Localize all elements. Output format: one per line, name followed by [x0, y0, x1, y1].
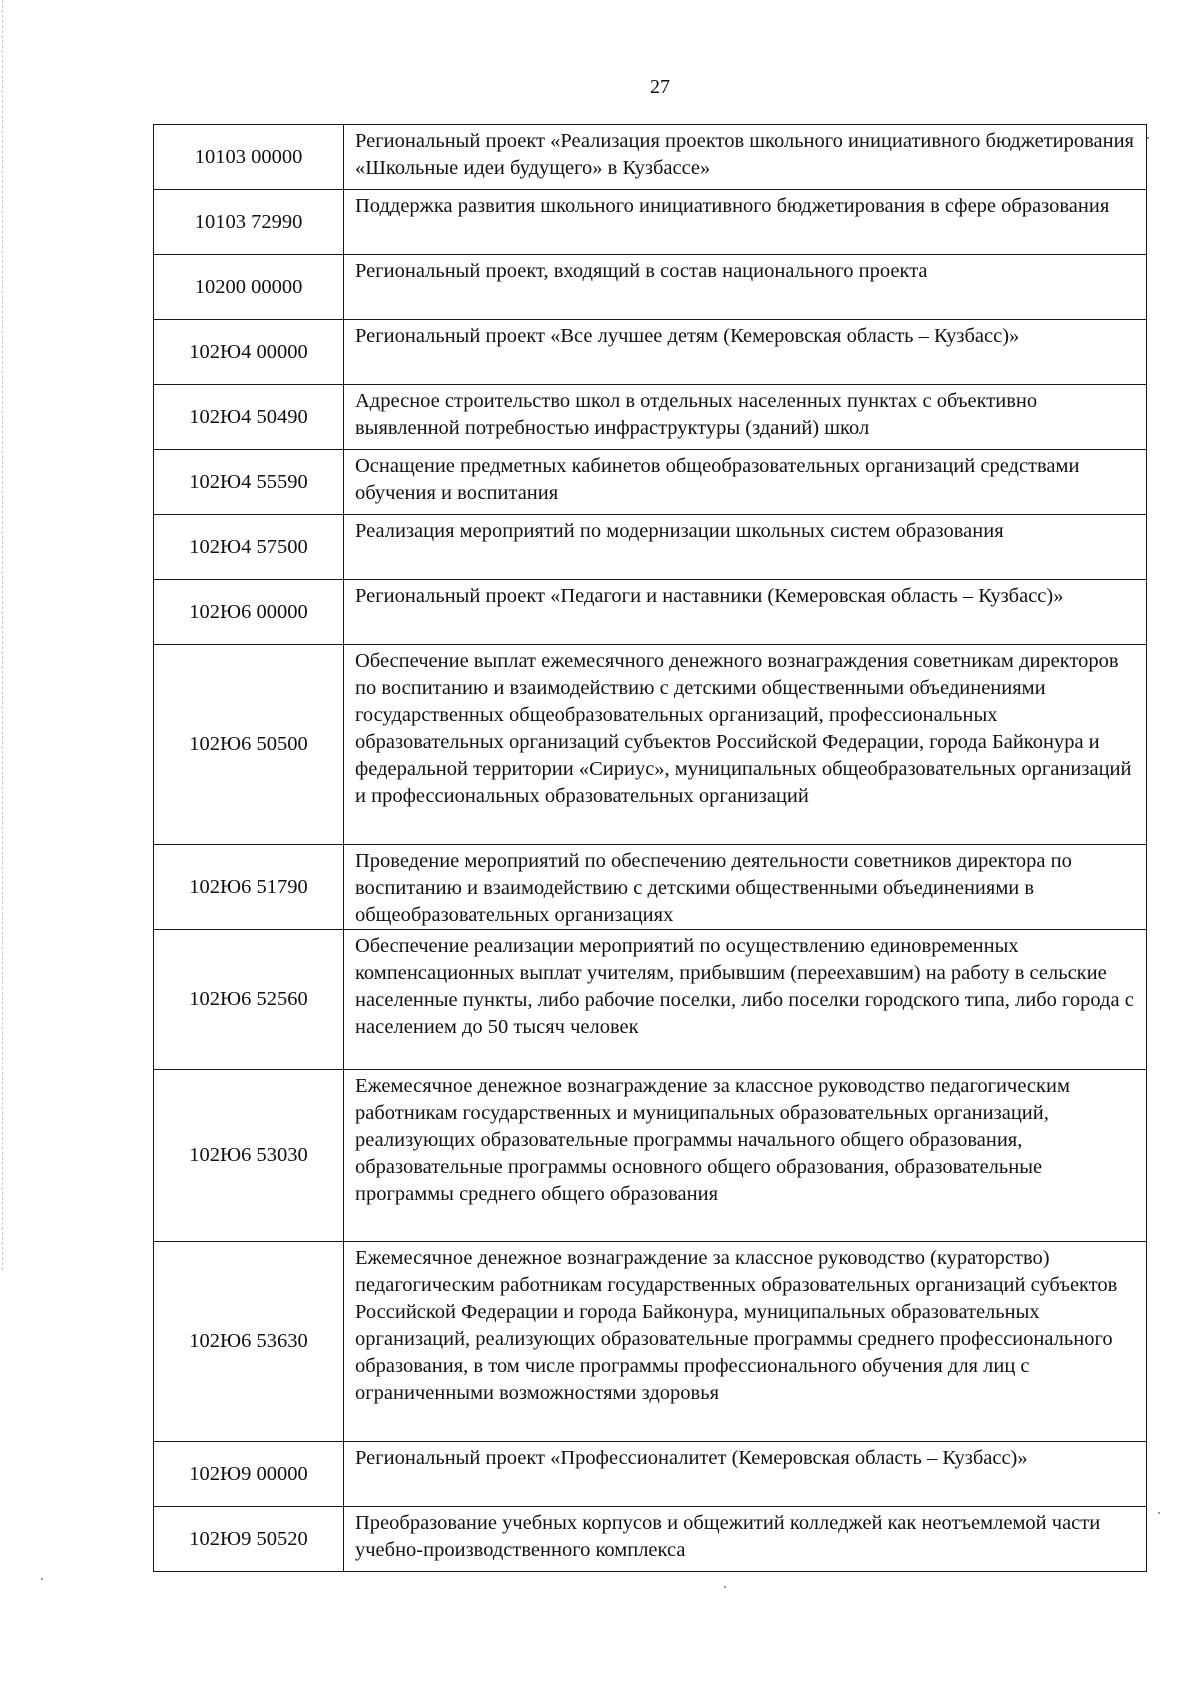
row-description: Реализация мероприятий по модернизации школьных систем образования — [344, 515, 1147, 580]
table-row — [154, 1442, 1147, 1507]
row-code: 102Ю6 50500 — [154, 645, 344, 845]
row-code: 102Ю4 00000 — [154, 320, 344, 385]
table-row — [154, 450, 1147, 515]
row-code: 102Ю9 50520 — [154, 1507, 344, 1572]
row-code: 102Ю4 57500 — [154, 515, 344, 580]
scan-speck — [1147, 137, 1149, 139]
row-description: Региональный проект, входящий в состав национального проекта — [344, 255, 1147, 320]
row-code: 102Ю6 51790 — [154, 845, 344, 930]
table-row — [154, 845, 1147, 930]
table-row — [154, 190, 1147, 255]
budget-codes-table — [153, 124, 1147, 1572]
row-description: Региональный проект «Педагоги и наставники (Кемеровская область – Кузбасс)» — [344, 580, 1147, 645]
row-code: 102Ю4 55590 — [154, 450, 344, 515]
row-description: Ежемесячное денежное вознаграждение за классное руководство (кураторство) педагогическим работникам государственных образовательных организаций субъектов Российской Федерации и города Байконура, муниципальных образовательных организаций, реализующих образовательные программы среднего профессионального образования, в том числе программы профессионального обучения для лиц с ограниченными возможностями здоровья — [344, 1242, 1147, 1442]
table-row — [154, 515, 1147, 580]
row-description: Проведение мероприятий по обеспечению деятельности советников директора по воспитанию и взаимодействию с детскими общественными объединениями в общеобразовательных организациях — [344, 845, 1147, 930]
row-code: 102Ю6 52560 — [154, 930, 344, 1070]
row-code: 10103 72990 — [154, 190, 344, 255]
table-row — [154, 930, 1147, 1070]
table-row — [154, 580, 1147, 645]
row-code: 102Ю4 50490 — [154, 385, 344, 450]
table-row — [154, 255, 1147, 320]
scan-speck — [1158, 1512, 1160, 1514]
row-code: 102Ю6 00000 — [154, 580, 344, 645]
row-code: 102Ю9 00000 — [154, 1442, 344, 1507]
table-row — [154, 320, 1147, 385]
table-row — [154, 1242, 1147, 1442]
row-description: Адресное строительство школ в отдельных населенных пунктах с объективно выявленной потребностью инфраструктуры (зданий) школ — [344, 385, 1147, 450]
row-description: Ежемесячное денежное вознаграждение за классное руководство педагогическим работникам государственных и муниципальных образовательных организаций, реализующих образовательные программы начального общего образования, образовательные программы основного общего образования, образовательные программы среднего общего образования — [344, 1070, 1147, 1242]
row-code: 10200 00000 — [154, 255, 344, 320]
scan-speck — [724, 1586, 726, 1588]
table-row — [154, 1070, 1147, 1242]
scan-margin-rule — [2, 0, 3, 1270]
row-description: Обеспечение реализации мероприятий по осуществлению единовременных компенсационных выплат учителям, прибывшим (переехавшим) на работу в сельские населенные пункты, либо рабочие поселки, либо поселки городского типа, либо города с населением до 50 тысяч человек — [344, 930, 1147, 1070]
table-row — [154, 385, 1147, 450]
row-description: Региональный проект «Все лучшее детям (Кемеровская область – Кузбасс)» — [344, 320, 1147, 385]
row-code: 102Ю6 53030 — [154, 1070, 344, 1242]
row-description: Поддержка развития школьного инициативного бюджетирования в сфере образования — [344, 190, 1147, 255]
table-row — [154, 645, 1147, 845]
row-description: Региональный проект «Реализация проектов школьного инициативного бюджетирования «Школьные идеи будущего» в Кузбассе» — [344, 125, 1147, 190]
row-code: 10103 00000 — [154, 125, 344, 190]
row-description: Обеспечение выплат ежемесячного денежного вознаграждения советникам директоров по воспитанию и взаимодействию с детскими общественными объединениями государственных общеобразовательных организаций, профессиональных образовательных организаций субъектов Российской Федерации, города Байконура и федеральной территории «Сириус», муниципальных общеобразовательных организаций и профессиональных образовательных организаций — [344, 645, 1147, 845]
scan-speck — [41, 1578, 43, 1580]
page-number: 27 — [650, 76, 670, 98]
row-description: Оснащение предметных кабинетов общеобразовательных организаций средствами обучения и воспитания — [344, 450, 1147, 515]
row-description: Преобразование учебных корпусов и общежитий колледжей как неотъемлемой части учебно-производственного комплекса — [344, 1507, 1147, 1572]
table-row — [154, 1507, 1147, 1572]
row-description: Региональный проект «Профессионалитет (Кемеровская область – Кузбасс)» — [344, 1442, 1147, 1507]
table-row — [154, 125, 1147, 190]
row-code: 102Ю6 53630 — [154, 1242, 344, 1442]
